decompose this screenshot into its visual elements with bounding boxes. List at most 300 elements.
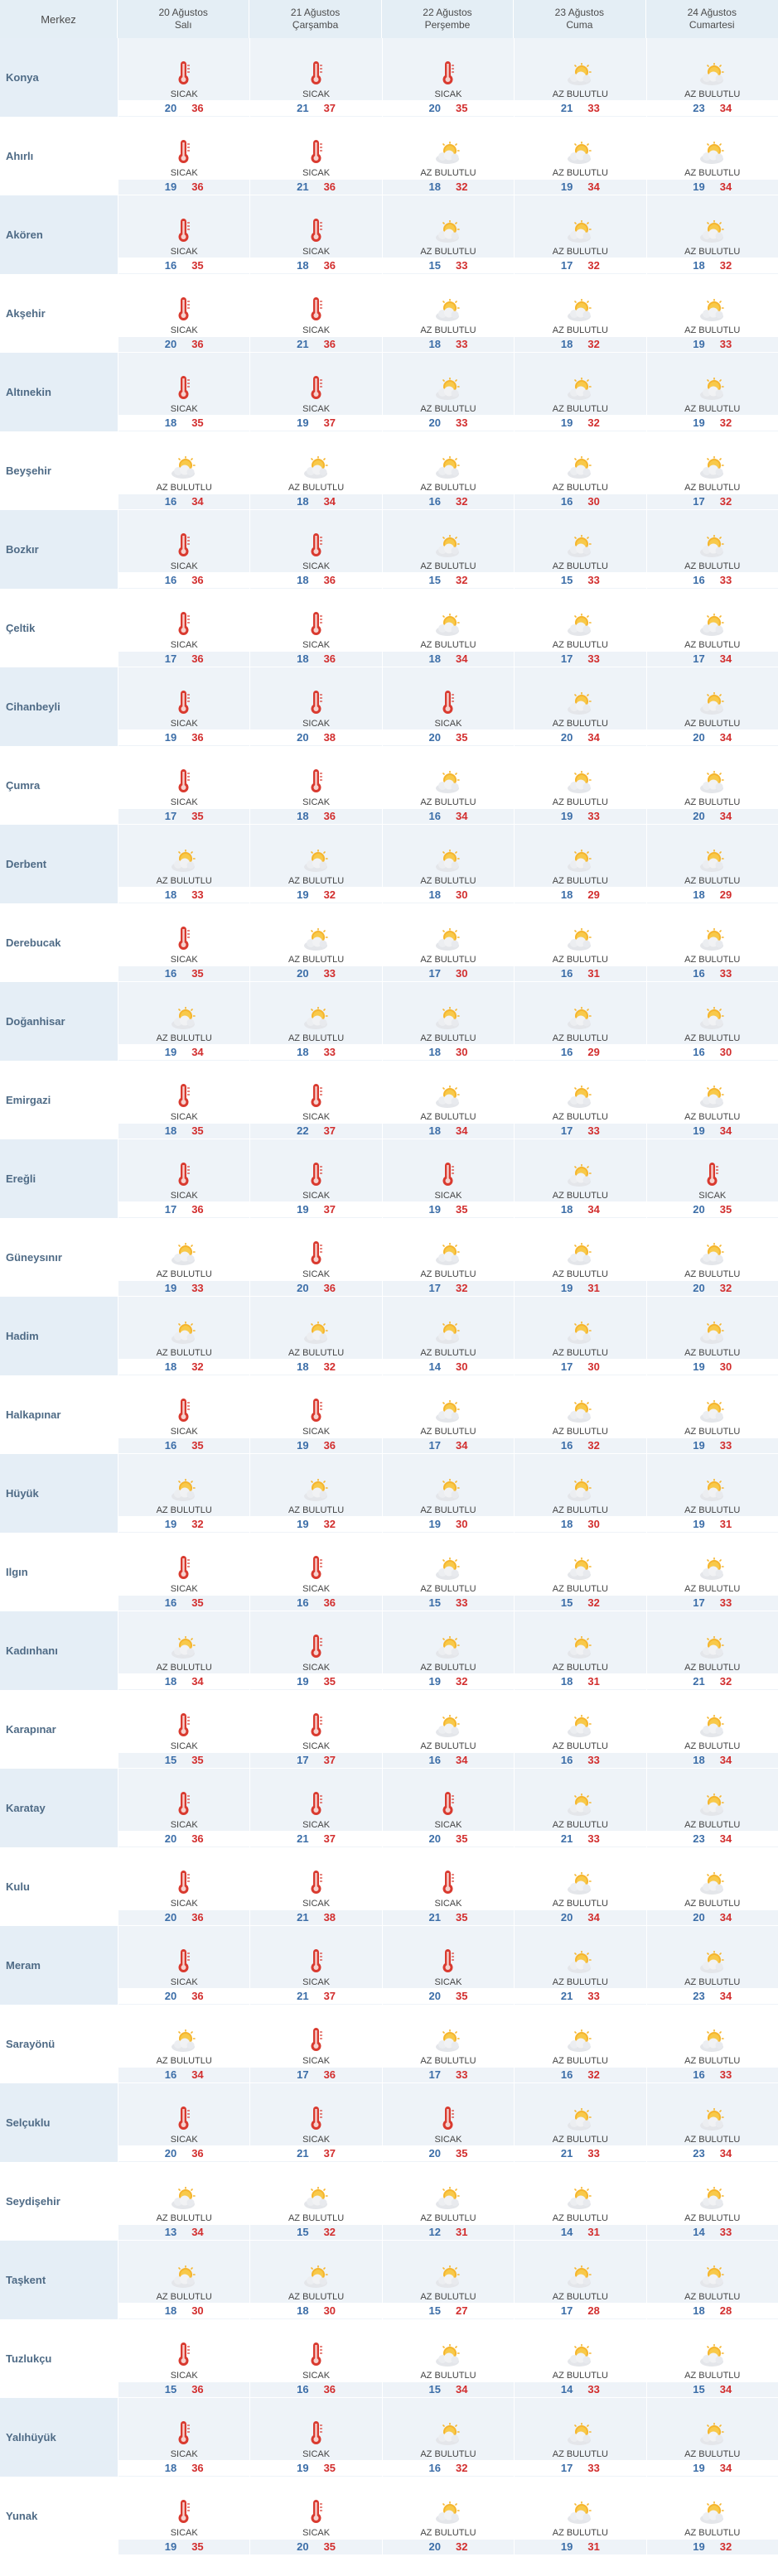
weather-icon-area (118, 274, 249, 325)
weather-icon-area (250, 2319, 381, 2370)
min-temp: 20 (164, 1832, 177, 1845)
weather-icon-area (647, 2398, 778, 2448)
temperature-range (118, 651, 249, 667)
temperature-range (647, 2539, 778, 2554)
forecast-cell (118, 667, 249, 746)
max-temp: 32 (191, 1360, 204, 1373)
partly-cloudy-icon (565, 2265, 595, 2289)
max-temp: 36 (323, 1439, 336, 1452)
weather-icon-area (118, 2477, 249, 2527)
partly-cloudy-icon (169, 1322, 199, 1345)
partly-cloudy-icon (302, 1322, 331, 1345)
weather-icon-area (118, 38, 249, 89)
temperature-range (515, 2224, 645, 2240)
temperature-range (383, 179, 514, 195)
forecast-cell (514, 2005, 645, 2083)
condition-label: SICAK (698, 1191, 727, 1201)
weather-icon-area (383, 353, 514, 403)
min-temp: 18 (297, 259, 309, 272)
day-date: 22 Ağustos (423, 7, 472, 18)
condition-label: SICAK (434, 2135, 462, 2145)
condition-label: SICAK (302, 1427, 331, 1437)
min-temp: 15 (560, 574, 573, 586)
forecast-cell (382, 195, 514, 274)
min-temp: 20 (297, 967, 309, 980)
weather-icon-area (515, 1847, 645, 1898)
min-temp: 23 (693, 1832, 705, 1845)
max-temp: 34 (191, 2068, 204, 2081)
temperature-range (647, 651, 778, 667)
max-temp: 30 (455, 1518, 468, 1530)
max-temp: 29 (587, 888, 600, 901)
condition-label: SICAK (302, 1899, 331, 1909)
weather-icon-area (250, 667, 381, 718)
min-temp: 16 (428, 1754, 441, 1766)
condition-label: SICAK (302, 797, 331, 807)
weather-icon-area (383, 903, 514, 954)
max-temp: 29 (719, 888, 732, 901)
city-name[interactable]: Altınekin (0, 353, 118, 431)
city-name[interactable]: Çeltik (6, 622, 36, 634)
forecast-cell (118, 589, 249, 667)
min-temp: 18 (560, 1203, 573, 1216)
max-temp: 35 (191, 810, 204, 822)
city-name[interactable]: Halkapınar (6, 1408, 61, 1421)
city-name[interactable]: Yunak (6, 2510, 38, 2522)
forecast-cell (249, 746, 381, 825)
city-name[interactable]: Bozkır (0, 510, 118, 589)
forecast-cell (514, 1375, 645, 1454)
forecast-table-body (0, 38, 778, 2555)
condition-label: AZ BULUTLU (684, 719, 741, 729)
weather-icon-area (647, 2005, 778, 2055)
condition-label: SICAK (302, 89, 331, 99)
weather-icon-area (118, 903, 249, 954)
table-row (0, 1611, 778, 1690)
min-temp: 18 (428, 888, 441, 901)
forecast-cell (249, 903, 381, 982)
partly-cloudy-icon (565, 1715, 595, 1738)
min-temp: 20 (164, 102, 177, 114)
min-temp: 19 (297, 1439, 309, 1452)
condition-label: SICAK (170, 2528, 198, 2538)
max-temp: 36 (191, 1832, 204, 1845)
forecast-cell (514, 903, 645, 982)
city-name[interactable]: Tuzlukçu (6, 2352, 52, 2365)
condition-label: AZ BULUTLU (684, 2056, 741, 2066)
forecast-cell (118, 2398, 249, 2477)
min-temp: 17 (428, 1439, 441, 1452)
condition-label: AZ BULUTLU (420, 876, 476, 886)
forecast-cell (249, 982, 381, 1061)
city-name[interactable]: Konya (0, 38, 118, 117)
city-name[interactable]: Akören (0, 195, 118, 274)
temperature-range (383, 1437, 514, 1453)
weather-icon-area (250, 1454, 381, 1505)
weather-icon-area (515, 2398, 645, 2448)
min-temp: 19 (560, 416, 573, 429)
condition-label: SICAK (170, 247, 198, 257)
temperature-range (515, 415, 645, 431)
city-name[interactable]: Karapınar (6, 1723, 56, 1736)
column-header-day-4 (514, 0, 645, 38)
temperature-range (515, 1437, 645, 1453)
temperature-range (383, 2539, 514, 2554)
condition-label: AZ BULUTLU (684, 168, 741, 178)
partly-cloudy-icon (433, 1086, 463, 1109)
max-temp: 32 (323, 2226, 336, 2238)
city-name[interactable]: Cihanbeyli (0, 667, 118, 746)
thermometer-icon (306, 610, 327, 637)
city-name[interactable]: Ereğli (0, 1139, 118, 1218)
min-temp: 13 (164, 2226, 177, 2238)
temperature-range (250, 2539, 381, 2554)
thermometer-icon (173, 1082, 195, 1109)
city-name[interactable]: Derbent (0, 825, 118, 903)
max-temp: 35 (191, 1596, 204, 1609)
weather-icon-area (647, 1297, 778, 1347)
condition-label: AZ BULUTLU (420, 2213, 476, 2223)
condition-label: SICAK (302, 2135, 331, 2145)
city-name[interactable]: Güneysınır (6, 1251, 62, 1264)
min-temp: 21 (297, 1832, 309, 1845)
temperature-range (647, 1044, 778, 1060)
condition-label: AZ BULUTLU (552, 89, 608, 99)
forecast-cell (514, 195, 645, 274)
condition-label: AZ BULUTLU (552, 247, 608, 257)
temperature-range (383, 258, 514, 273)
table-row (0, 2477, 778, 2555)
weather-icon-area (250, 2005, 381, 2055)
temperature-range (118, 179, 249, 195)
forecast-cell (382, 589, 514, 667)
city-name[interactable]: Doğanhisar (0, 982, 118, 1061)
max-temp: 33 (191, 1282, 204, 1294)
forecast-cell (382, 2319, 514, 2398)
forecast-cell (249, 1926, 381, 2005)
city-name[interactable]: Akşehir (6, 307, 46, 320)
forecast-cell (514, 1926, 645, 2005)
min-temp: 16 (560, 967, 573, 980)
max-temp: 33 (587, 1990, 600, 2002)
weather-icon-area (383, 982, 514, 1033)
max-temp: 32 (323, 1360, 336, 1373)
max-temp: 33 (455, 338, 468, 350)
min-temp: 18 (693, 888, 705, 901)
weather-icon-area (647, 1454, 778, 1505)
min-temp: 20 (428, 1990, 441, 2002)
min-temp: 18 (164, 2304, 177, 2317)
weather-icon-area (383, 1533, 514, 1583)
condition-label: SICAK (302, 1977, 331, 1987)
forecast-cell (118, 1218, 249, 1297)
temperature-range (383, 965, 514, 981)
condition-label: AZ BULUTLU (552, 955, 608, 965)
weather-icon-area (515, 2083, 645, 2134)
condition-label: SICAK (302, 1269, 331, 1279)
condition-label: AZ BULUTLU (552, 1427, 608, 1437)
thermometer-icon (173, 1869, 195, 1895)
forecast-cell (118, 982, 249, 1061)
weather-icon-area (383, 2477, 514, 2527)
max-temp: 34 (191, 1675, 204, 1688)
forecast-cell (118, 2083, 249, 2162)
condition-label: SICAK (170, 2449, 198, 2459)
city-name[interactable]: Çumra (6, 779, 41, 792)
forecast-cell (646, 1611, 778, 1690)
min-temp: 16 (164, 1439, 177, 1452)
city-name[interactable]: Kulu (6, 1880, 30, 1893)
temperature-range (250, 572, 381, 588)
temperature-range (118, 1123, 249, 1139)
min-temp: 18 (560, 1675, 573, 1688)
weather-icon-area (515, 1926, 645, 1977)
condition-label: SICAK (302, 2371, 331, 2381)
min-temp: 18 (297, 495, 309, 508)
min-temp: 20 (560, 1911, 573, 1924)
table-row (0, 274, 778, 353)
temperature-range (515, 2303, 645, 2318)
forecast-cell (646, 2398, 778, 2477)
min-temp: 15 (428, 1596, 441, 1609)
forecast-cell (646, 38, 778, 117)
max-temp: 32 (587, 2068, 600, 2081)
condition-label: AZ BULUTLU (420, 2292, 476, 2302)
min-temp: 17 (560, 2462, 573, 2474)
city-name[interactable]: Selçuklu (0, 2083, 118, 2162)
min-temp: 19 (693, 2540, 705, 2553)
min-temp: 21 (560, 2147, 573, 2160)
max-temp: 34 (719, 1124, 732, 1137)
temperature-range (383, 1516, 514, 1532)
partly-cloudy-icon (565, 2030, 595, 2053)
max-temp: 33 (587, 102, 600, 114)
temperature-range (250, 729, 381, 745)
partly-cloudy-icon (433, 2187, 463, 2210)
partly-cloudy-icon (169, 1636, 199, 1659)
weather-icon-area (250, 825, 381, 875)
condition-label: SICAK (302, 719, 331, 729)
forecast-cell (646, 589, 778, 667)
table-row (0, 2241, 778, 2319)
max-temp: 36 (323, 2068, 336, 2081)
condition-label: SICAK (170, 1112, 198, 1122)
city-name[interactable]: Ilgın (6, 1566, 28, 1578)
table-row (0, 510, 778, 589)
temperature-range (383, 1044, 514, 1060)
temperature-range (383, 2145, 514, 2161)
condition-label: SICAK (434, 1191, 462, 1201)
max-temp: 34 (455, 810, 468, 822)
weather-icon-area (118, 1061, 249, 1111)
max-temp: 32 (587, 338, 600, 350)
weather-icon-area (647, 1611, 778, 1662)
temperature-range (515, 1516, 645, 1532)
temperature-range (118, 1280, 249, 1296)
forecast-cell (118, 746, 249, 825)
temperature-range (647, 1752, 778, 1768)
condition-label: AZ BULUTLU (552, 404, 608, 414)
weather-icon-area (647, 1847, 778, 1898)
partly-cloudy-icon (698, 1400, 727, 1423)
partly-cloudy-icon (433, 1400, 463, 1423)
weather-icon-area (383, 1690, 514, 1741)
max-temp: 30 (587, 495, 600, 508)
weather-icon-area (250, 1061, 381, 1111)
max-temp: 33 (719, 967, 732, 980)
thermometer-icon (702, 1161, 723, 1187)
thermometer-icon (173, 2341, 195, 2367)
city-name[interactable]: Derebucak (6, 937, 61, 949)
condition-label: SICAK (170, 1191, 198, 1201)
forecast-cell (118, 1139, 249, 1218)
min-temp: 19 (560, 181, 573, 193)
weather-icon-area (250, 1926, 381, 1977)
temperature-range (647, 887, 778, 903)
weather-icon-area (250, 746, 381, 797)
condition-label: AZ BULUTLU (420, 168, 476, 178)
min-temp: 17 (560, 1360, 573, 1373)
partly-cloudy-icon (565, 1558, 595, 1581)
city-name[interactable]: Hadim (0, 1297, 118, 1375)
city-name[interactable]: Emirgazi (6, 1094, 51, 1106)
partly-cloudy-icon (433, 2501, 463, 2525)
min-temp: 18 (164, 1675, 177, 1688)
forecast-cell (382, 38, 514, 117)
partly-cloudy-icon (565, 1872, 595, 1895)
min-temp: 18 (164, 888, 177, 901)
min-temp: 17 (428, 2068, 441, 2081)
weather-icon-area (383, 431, 514, 482)
temperature-range (250, 1437, 381, 1453)
min-temp: 15 (164, 1754, 177, 1766)
forecast-cell (382, 667, 514, 746)
table-row (0, 1454, 778, 1533)
condition-label: AZ BULUTLU (420, 561, 476, 571)
condition-label: AZ BULUTLU (684, 1584, 741, 1594)
max-temp: 30 (719, 1360, 732, 1373)
max-temp: 34 (191, 495, 204, 508)
condition-label: AZ BULUTLU (684, 404, 741, 414)
condition-label: AZ BULUTLU (552, 2056, 608, 2066)
city-name[interactable]: Taşkent (0, 2241, 118, 2319)
temperature-range (250, 415, 381, 431)
forecast-cell (118, 431, 249, 510)
min-temp: 16 (428, 2462, 441, 2474)
condition-label: AZ BULUTLU (684, 247, 741, 257)
city-name[interactable]: Seydişehir (6, 2195, 60, 2208)
condition-label: SICAK (170, 955, 198, 965)
condition-label: AZ BULUTLU (684, 1505, 741, 1515)
weather-icon-area (515, 1061, 645, 1111)
partly-cloudy-icon (565, 1400, 595, 1423)
forecast-cell (382, 274, 514, 353)
forecast-cell (382, 1454, 514, 1533)
partly-cloudy-icon (565, 2501, 595, 2525)
max-temp: 38 (323, 1911, 336, 1924)
temperature-range (515, 1909, 645, 1925)
city-name[interactable]: Sarayönü (6, 2038, 56, 2050)
weather-icon-area (383, 589, 514, 639)
city-name[interactable]: Ahırlı (6, 150, 34, 162)
weather-icon-area (515, 1611, 645, 1662)
city-name[interactable]: Yalıhüyük (0, 2398, 118, 2477)
temperature-range (647, 2381, 778, 2397)
temperature-range (250, 1595, 381, 1611)
temperature-range (383, 415, 514, 431)
weather-icon-area (383, 38, 514, 89)
city-name[interactable]: Karatay (0, 1769, 118, 1847)
weather-icon-area (250, 1533, 381, 1583)
partly-cloudy-icon (565, 2108, 595, 2131)
weather-icon-area (515, 746, 645, 797)
min-temp: 16 (560, 1754, 573, 1766)
temperature-range (383, 2460, 514, 2476)
forecast-cell (118, 38, 249, 117)
min-temp: 15 (164, 2383, 177, 2395)
temperature-range (515, 651, 645, 667)
city-name[interactable]: Beyşehir (6, 465, 51, 477)
partly-cloudy-icon (698, 220, 727, 243)
weather-icon-area (118, 2319, 249, 2370)
weather-icon-area (515, 667, 645, 718)
min-temp: 19 (428, 1518, 441, 1530)
forecast-cell (646, 353, 778, 431)
temperature-range (250, 1752, 381, 1768)
partly-cloudy-icon (698, 1872, 727, 1895)
max-temp: 34 (719, 1754, 732, 1766)
temperature-range (383, 2224, 514, 2240)
temperature-range (647, 1831, 778, 1847)
partly-cloudy-icon (169, 2187, 199, 2210)
weather-icon-area (118, 2162, 249, 2212)
thermometer-icon (306, 1948, 327, 1974)
max-temp: 32 (455, 181, 468, 193)
weather-icon-area (515, 1297, 645, 1347)
temperature-range (647, 1437, 778, 1453)
condition-label: AZ BULUTLU (552, 1663, 608, 1673)
weather-icon-area (515, 1218, 645, 1269)
min-temp: 18 (297, 810, 309, 822)
weather-icon-area (118, 2241, 249, 2291)
condition-label: AZ BULUTLU (156, 1663, 212, 1673)
temperature-range (515, 100, 645, 116)
min-temp: 19 (693, 1360, 705, 1373)
forecast-cell (118, 195, 249, 274)
city-name[interactable]: Kadınhanı (0, 1611, 118, 1690)
weather-icon-area (515, 510, 645, 561)
max-temp: 34 (719, 102, 732, 114)
max-temp: 32 (455, 1282, 468, 1294)
partly-cloudy-icon (433, 456, 463, 479)
max-temp: 30 (323, 2304, 336, 2317)
temperature-range (250, 1831, 381, 1847)
partly-cloudy-icon (302, 2187, 331, 2210)
condition-label: AZ BULUTLU (684, 1899, 741, 1909)
max-temp: 36 (323, 2383, 336, 2395)
min-temp: 18 (297, 574, 309, 586)
min-temp: 17 (297, 2068, 309, 2081)
weather-icon-area (118, 589, 249, 639)
max-temp: 32 (323, 888, 336, 901)
city-name[interactable]: Meram (0, 1926, 118, 2005)
city-name[interactable]: Hüyük (0, 1454, 118, 1533)
forecast-cell (382, 1139, 514, 1218)
forecast-cell (118, 2241, 249, 2319)
min-temp: 19 (164, 731, 177, 744)
condition-label: SICAK (434, 1977, 462, 1987)
min-temp: 18 (164, 2462, 177, 2474)
